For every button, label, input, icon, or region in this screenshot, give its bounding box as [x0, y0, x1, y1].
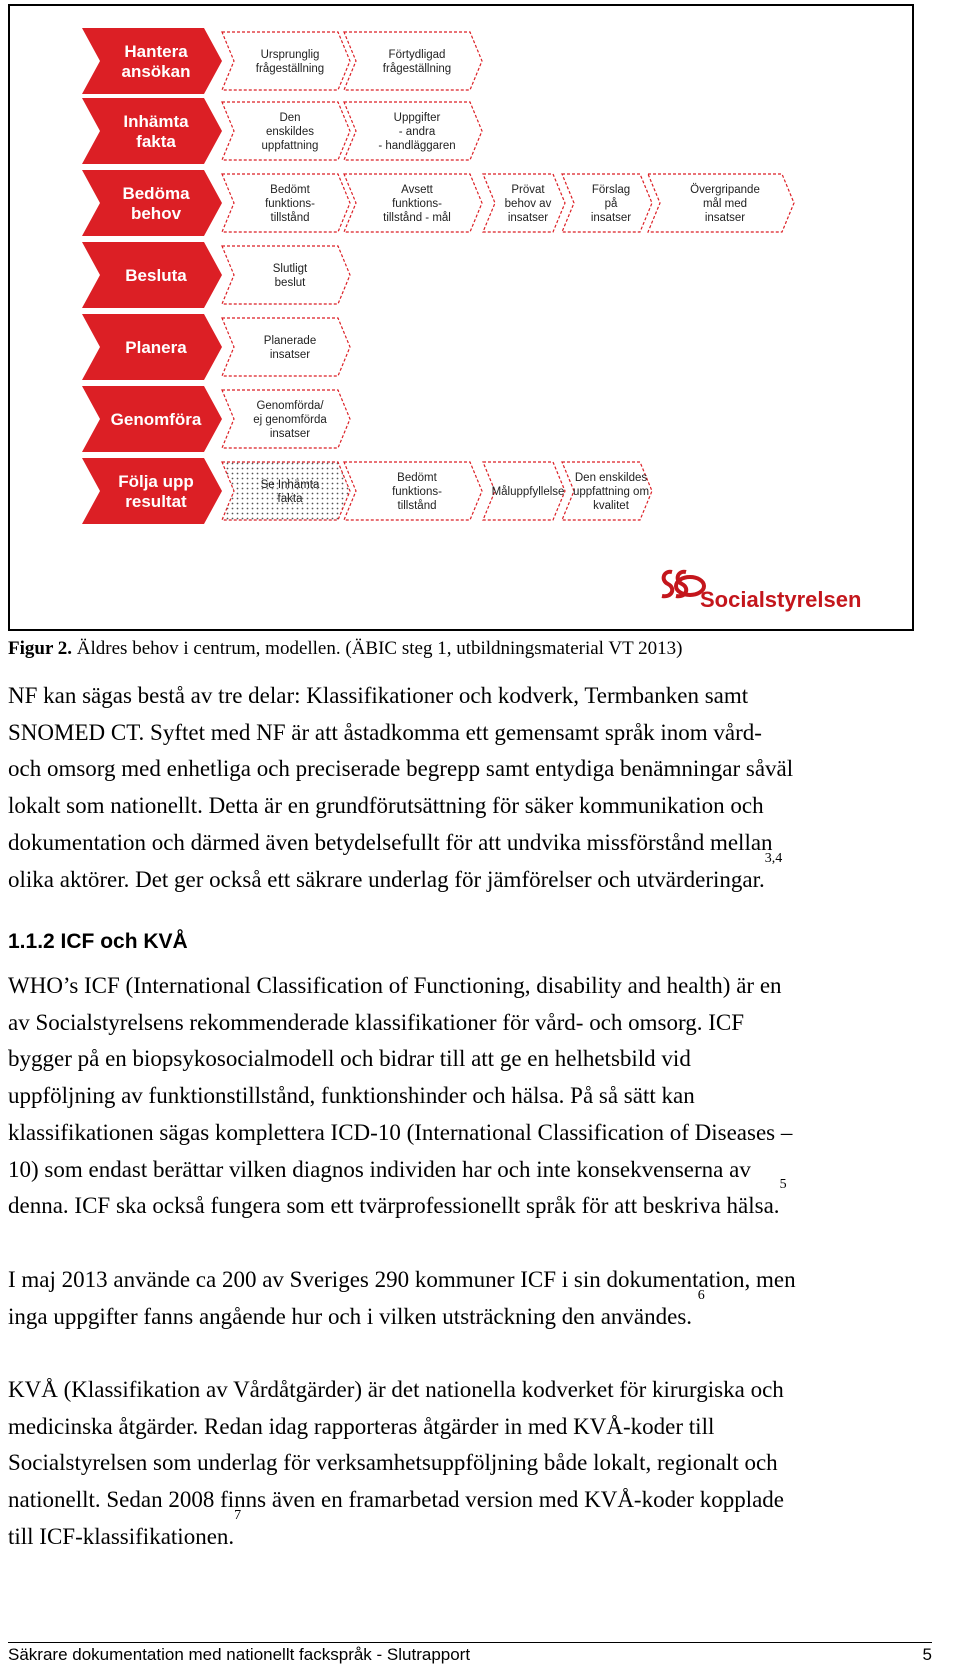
sub-step-label: insatser — [269, 349, 311, 361]
text-line: I maj 2013 använde ca 200 av Sveriges 290 kommuner ICF i sin dokumentation, men — [8, 1267, 796, 1292]
step-arrow — [82, 170, 222, 236]
sub-step-label: Planerade — [263, 335, 317, 347]
text-line-content: inga uppgifter fanns angående hur och i vilken utsträckning den användes. — [8, 1303, 693, 1329]
caption-label: Figur 2. — [8, 638, 73, 659]
paragraph-nf — [8, 678, 956, 898]
sub-step-label: på — [604, 198, 618, 210]
sub-step-label: Förtydligad — [388, 49, 446, 61]
footer-divider — [8, 1642, 932, 1643]
text-line: 10) som endast berättar vilken diagnos individen har och inte konsekvenserna av — [8, 1156, 751, 1182]
page-number: 5 — [922, 1645, 932, 1664]
socialstyrelsen-logo — [662, 572, 861, 612]
step-label: Inhämta — [123, 112, 189, 131]
sub-step-label: Avsett — [401, 184, 433, 196]
footnote-ref: 7 — [234, 1507, 242, 1523]
text-line: dokumentation och därmed även betydelsefullt för att undvika missförstånd mellan — [8, 829, 773, 855]
sub-step-label: funktions- — [392, 486, 442, 498]
logo-wordmark: Socialstyrelsen — [700, 587, 862, 612]
step-label: ansökan — [121, 62, 191, 81]
text-line — [8, 1177, 956, 1225]
text-line: och omsorg med enhetliga och preciserade begrepp samt entydiga benämningar såväl — [8, 756, 794, 782]
text-line: KVÅ (Klassifikation av Vårdåtgärder) är det nationella kodverket för kirurgiska och — [8, 1377, 784, 1402]
caption-text: Äldres behov i centrum, modellen. (ÄBIC steg 1, utbildningsmaterial VT 2013) — [76, 638, 683, 659]
paragraph-icf-usage — [8, 1262, 956, 1335]
paragraph-icf — [8, 968, 956, 1225]
sub-step-label: tillstånd — [397, 500, 437, 512]
sub-step-label: beslut — [274, 277, 306, 289]
sub-step-label: insatser — [269, 428, 311, 440]
sub-step-label: funktions- — [265, 198, 315, 210]
sub-step-label: uppfattning om — [572, 486, 650, 498]
text-line — [8, 1507, 956, 1556]
sub-step-label: Bedömt — [397, 472, 437, 484]
sub-step-label: Den enskildes — [574, 472, 648, 484]
step-label: behov — [130, 204, 182, 223]
step-label: Följa upp — [118, 472, 194, 491]
text-line: uppföljning av funktionstillstånd, funktionshinder och hälsa. På så sätt kan — [8, 1083, 695, 1109]
step-label: Besluta — [125, 266, 187, 285]
text-line-content: till ICF-klassifikationen. — [8, 1523, 235, 1549]
step-label: fakta — [136, 132, 176, 151]
sub-step-label: ej genomförda — [253, 414, 327, 426]
sub-step-label: frågeställning — [382, 63, 452, 75]
sub-step-label: Prövat — [511, 184, 545, 196]
footnote-ref: 5 — [779, 1177, 787, 1193]
text-line: bygger på en biopsykosocialmodell och bidrar till att ge en helhetsbild vid — [8, 1046, 691, 1072]
text-line: NF kan sägas bestå av tre delar: Klassifikationer och kodverk, Termbanken samt — [8, 683, 749, 708]
sub-step-label: Den — [279, 112, 301, 124]
text-line — [8, 1287, 956, 1336]
text-line: medicinska åtgärder. Redan idag rapporteras åtgärder in med KVÅ-koder till — [8, 1413, 715, 1439]
text-line: lokalt som nationellt. Detta är en grundförutsättning för säker kommunikation och — [8, 793, 764, 819]
sub-step-label: Uppgifter — [393, 112, 441, 124]
sub-step-label: uppfattning — [261, 140, 319, 152]
sub-step-label: Måluppfyllelse — [491, 486, 565, 498]
footer-title: Säkrare dokumentation med nationellt fackspråk - Slutrapport — [8, 1645, 471, 1664]
paragraph-kva — [8, 1372, 956, 1556]
sub-step-label: mål med — [702, 198, 748, 210]
text-line: av Socialstyrelsens rekommenderade klassifikationer för vård- och omsorg. ICF — [8, 1009, 745, 1035]
sub-step-label: funktions- — [392, 198, 442, 210]
page-footer — [8, 1642, 932, 1666]
step-label: resultat — [125, 492, 187, 511]
sub-step-label: frågeställning — [255, 63, 325, 75]
text-line — [8, 850, 956, 899]
sub-step-label: behov av — [504, 198, 552, 210]
sub-step-label: Slutligt — [272, 263, 308, 275]
text-line: SNOMED CT. Syftet med NF är att åstadkomma ett gemensamt språk inom vård- — [8, 719, 762, 745]
sub-step-label: Genomförda/ — [256, 400, 324, 412]
sub-step-chevron — [222, 246, 350, 304]
sub-step-label: insatser — [507, 212, 549, 224]
sub-step-label: tillstånd — [270, 212, 310, 224]
text-line-content: denna. ICF ska också fungera som ett tvärprofessionellt språk för att beskriva hälsa. — [8, 1193, 780, 1219]
sub-step-label: enskildes — [266, 126, 314, 138]
abic-process-diagram — [10, 6, 912, 629]
figure-caption — [8, 638, 682, 660]
step-label: Hantera — [124, 42, 188, 61]
figure-frame — [8, 4, 914, 631]
text-line: WHO’s ICF (International Classification of Functioning, disability and health) är en — [8, 973, 782, 998]
section-heading: 1.1.2 ICF och KVÅ — [8, 930, 188, 953]
sub-step-label: Övergripande — [690, 184, 760, 196]
sub-step-label: Se Inhämta — [260, 479, 320, 491]
sub-step-label: kvalitet — [593, 500, 629, 512]
footnote-ref: 3,4 — [764, 850, 783, 866]
sub-step-chevron — [222, 318, 350, 376]
logo-emblem-icon — [662, 572, 704, 597]
step-label: Planera — [125, 338, 187, 357]
sub-step-label: - handläggaren — [378, 140, 456, 152]
sub-step-label: - andra — [398, 126, 436, 138]
text-line-content: olika aktörer. Det ger också ett säkrare underlag för jämförelser och utvärderingar. — [8, 866, 765, 892]
text-line: Socialstyrelsen som underlag för verksamhetsuppföljning både lokalt, regionalt och — [8, 1450, 778, 1476]
footnote-ref: 6 — [697, 1287, 705, 1303]
sub-step-chevron — [222, 32, 350, 90]
sub-step-chevron — [344, 32, 482, 90]
text-line: nationellt. Sedan 2008 finns även en framarbetad version med KVÅ-koder kopplade — [8, 1487, 785, 1513]
sub-step-label: Förslag — [591, 184, 631, 196]
sub-step-label: Ursprunglig — [260, 49, 320, 61]
sub-step-label: tillstånd - mål — [383, 212, 451, 224]
step-arrow — [82, 98, 222, 164]
sub-step-label: insatser — [704, 212, 746, 224]
step-label: Bedöma — [122, 184, 190, 203]
sub-step-chevron — [222, 462, 350, 520]
text-line: klassifikationen sägas komplettera ICD-10 (International Classification of Diseases – — [8, 1119, 793, 1145]
sub-step-label: fakta — [277, 493, 303, 505]
sub-step-label: insatser — [590, 212, 632, 224]
sub-step-label: Bedömt — [270, 184, 310, 196]
step-label: Genomföra — [110, 410, 202, 429]
step-arrow — [82, 458, 222, 524]
step-arrow — [82, 28, 222, 94]
